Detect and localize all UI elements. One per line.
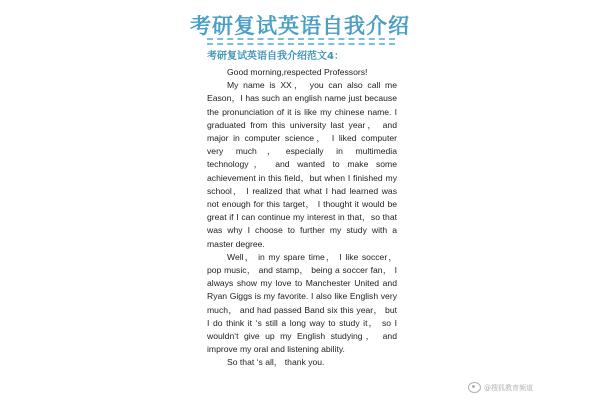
title-divider-bottom <box>207 43 395 45</box>
article-body <box>207 66 397 370</box>
watermark-text: @搜狐教育频道 <box>484 383 533 392</box>
paragraph-hobbies: Well， in my spare time， I like soccer， pop music， and stamp， being a soccer fan， I always show my love to Manchester United and Ryan Giggs is my favorite. I also like English very much， and had passed Band six this year， but I do think it ‘s still a long way to study it， so I wouldn‘t give up my English studying， and improve my oral and listening ability. <box>207 251 397 355</box>
watermark <box>468 382 533 393</box>
title-divider-top <box>207 38 395 40</box>
page-title: 考研复试英语自我介绍 <box>190 14 410 38</box>
paragraph-introduction: My name is XX， you can also call me Eason，I has such an english name just because the pronunciation of it is like my chinese name. I graduated from this university last year， and major in computer science， I liked computer very much，especially in multimedia technology， and wanted to make some achievement in this field，but when I finished my school， I realized that what I had learned was not enough for this target， I thought it would be great if I can continue my interest in that，so that was why I choose to further my study with a master degree. <box>207 80 397 249</box>
section-subtitle: 考研复试英语自我介绍范文4： <box>207 51 344 62</box>
paragraph-closing: So that ‘s all， thank you. <box>227 357 325 368</box>
weibo-icon <box>468 382 481 393</box>
paragraph-greeting: Good morning,respected Professors! <box>227 67 368 77</box>
